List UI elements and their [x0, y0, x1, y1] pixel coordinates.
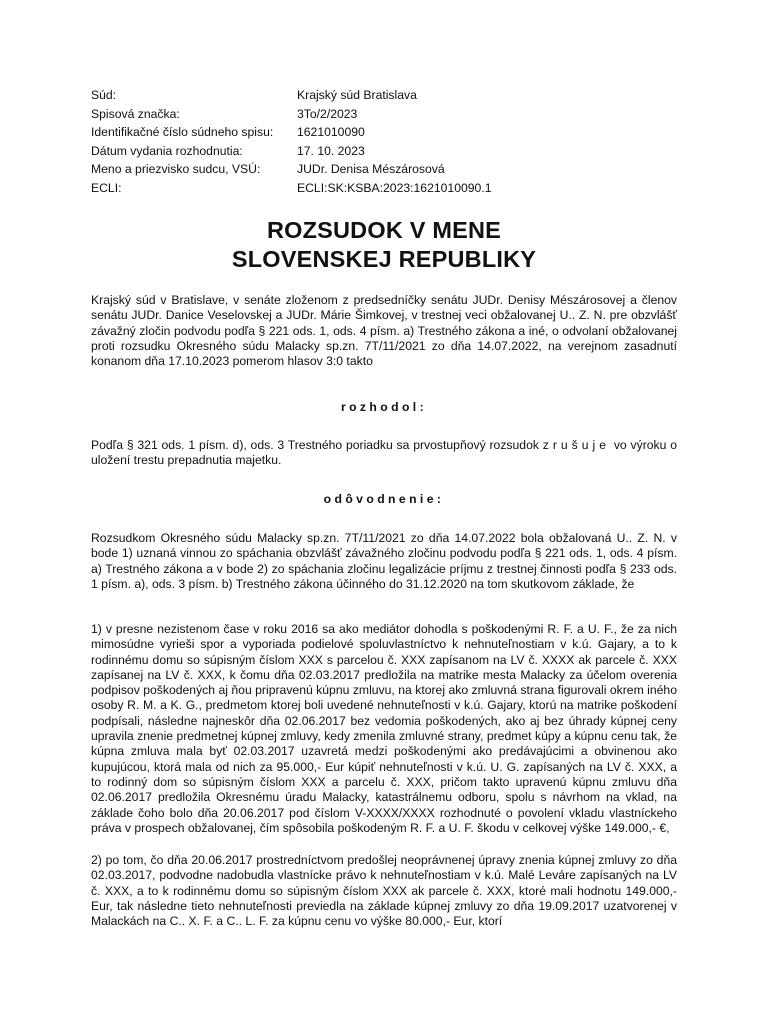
- reasoning-point-2: 2) po tom, čo dňa 20.06.2017 prostredníctvom predošlej neoprávnenej úpravy znenia kúpnej zmluvy zo dňa 02.03.2017, podvodne nadobudla vlastnícke právo k nehnuteľnostiam v k.ú. Malé Leváre zapísaných na LV č. XXX, a to k rodinnému domu so súpisným číslom XXX ak parcele č. XXX, ktoré mali hodnotu 149.000,- Eur, tak následne tieto nehnuteľnosti previedla na základe kúpnej zmluvy zo dňa 19.09.2017 uzatvorenej v Malackách na C.. X. F. a C.. L. F. za kúpnu cenu vo výške 80.000,- Eur, ktorí: [91, 853, 677, 929]
- meta-value: JUDr. Denisa Mészárosová: [297, 162, 445, 176]
- heading-decided: rozhodol:: [340, 400, 428, 414]
- reasoning-intro-paragraph: Rozsudkom Okresného súdu Malacky sp.zn. 7T/11/2021 zo dňa 14.07.2022 bola obžalovaná U.. Z. N. v bode 1) uznaná vinnou zo spáchania obzvlášť závažného zločinu podvodu podľa § 221 ods. 1, ods. 4 písm. a) Trestného zákona a v bode 2) zo spáchania zločinu legalizácie príjmu z trestnej činnosti podľa § 233 ods. 1 písm. a), ods. 3 písm. b) Trestného zákona účinného do 31.12.2020 na tom skutkovom základe, že: [91, 531, 677, 591]
- meta-row-file-mark: [91, 105, 691, 124]
- meta-value: 17. 10. 2023: [297, 143, 365, 158]
- meta-label: Meno a priezvisko sudcu, VSÚ:: [91, 162, 261, 176]
- intro-paragraph: Krajský súd v Bratislave, v senáte zloženom z predsedníčky senátu JUDr. Denisy Mészárosovej a členov senátu JUDr. Danice Veselovskej a JUDr. Márie Šimkovej, v trestnej veci obžalovanej U.. Z. N. pre obzvlášť závažný zločin podvodu podľa § 221 ods. 1, ods. 4 písm. a) Trestného zákona a iné, o odvolaní obžalovanej proti rozsudku Okresného súdu Malacky sp.zn. 7T/11/2021 zo dňa 14.07.2022, na verejnom zasadnutí konanom dňa 17.10.2023 pomerom hlasov 3:0 takto: [91, 293, 677, 369]
- decision-emphasis: zrušuje: [542, 438, 611, 452]
- case-metadata: [91, 86, 691, 197]
- title-line-1: ROZSUDOK V MENE: [266, 217, 502, 243]
- meta-value: Krajský súd Bratislava: [297, 88, 417, 102]
- meta-row-ecli: [91, 179, 691, 198]
- title-line-2: SLOVENSKEJ REPUBLIKY: [231, 246, 537, 272]
- meta-label: Dátum vydania rozhodnutia:: [91, 143, 243, 158]
- meta-value: ECLI:SK:KSBA:2023:1621010090.1: [297, 180, 492, 195]
- document-title: [0, 216, 768, 274]
- meta-label: Identifikačné číslo súdneho spisu:: [91, 125, 274, 139]
- meta-label: Súd:: [91, 88, 117, 102]
- meta-label: ECLI:: [91, 180, 122, 195]
- meta-row-court: [91, 86, 691, 105]
- heading-reasoning: odôvodnenie:: [323, 492, 445, 506]
- decision-text-before: Podľa § 321 ods. 1 písm. d), ods. 3 Trestného poriadku sa prvostupňový rozsudok: [91, 438, 543, 452]
- decision-text-after: vo výroku o uložení trestu prepadnutia majetku.: [91, 438, 677, 468]
- reasoning-point-1: 1) v presne nezistenom čase v roku 2016 sa ako mediátor dohodla s poškodenými R. F. a U. F., že za nich mimosúdne vyrieši spor a vyporiada podielové spoluvlastníctvo k nehnuteľnostiam v k.ú. Gajary, a to k rodinnému domu so súpisným číslom XXX s parcelou č. XXX zapísanom na LV č. XXXX ak parcele č. XXX zapísanej na LV č. XXX, k čomu dňa 02.03.2017 predložila na matrike mesta Malacky za účelom overenia podpisov poškodených aj ňou pripravenú kúpnu zmluvu, na ktorej ako zmluvná strana figurovali okrem iného osoby R. M. a K. G., predmetom ktorej boli uvedené nehnuteľnosti v k.ú. Gajary, ktorú na matrike poškodení podpísali, následne najneskôr dňa 02.06.2017 bez vedomia poškodených, ako aj bez úhrady kúpnej ceny upravila znenie predmetnej kúpnej zmluvy, kedy zmenila zmluvné strany, predmet kúpy a kúpnu cenu tak, že kúpna zmluva mala byť 02.03.2017 uzavretá medzi poškodenými ako predávajúcimi a obvinenou ako kupujúcou, ktorá mala od nich za 95.000,- Eur kúpiť nehnuteľnosti v k.ú. U. G. zapísaných na LV č. XXX, a to rodinný dom so súpisným číslom XXX a parcelu č. XXX, pričom takto upravenú kúpnu zmluvu dňa 02.06.2017 predložila Okresnému úradu Malacky, katastrálnemu odboru, spolu s návrhom na vklad, na základe čoho bolo dňa 20.06.2017 pod číslom V-XXXX/XXXX rozhodnuté o povolení vkladu vlastníckeho práva v prospech obžalovanej, čím spôsobila poškodeným R. F. a U. F. škodu v celkovej výške 149.000,- €,: [91, 622, 677, 835]
- meta-label: Spisová značka:: [91, 106, 180, 121]
- meta-row-decision-date: [91, 142, 691, 161]
- meta-value: 3To/2/2023: [297, 106, 358, 121]
- meta-row-judge: [91, 160, 691, 179]
- meta-value: 1621010090: [297, 125, 365, 139]
- decision-paragraph: [91, 438, 677, 469]
- meta-row-file-id: [91, 123, 691, 142]
